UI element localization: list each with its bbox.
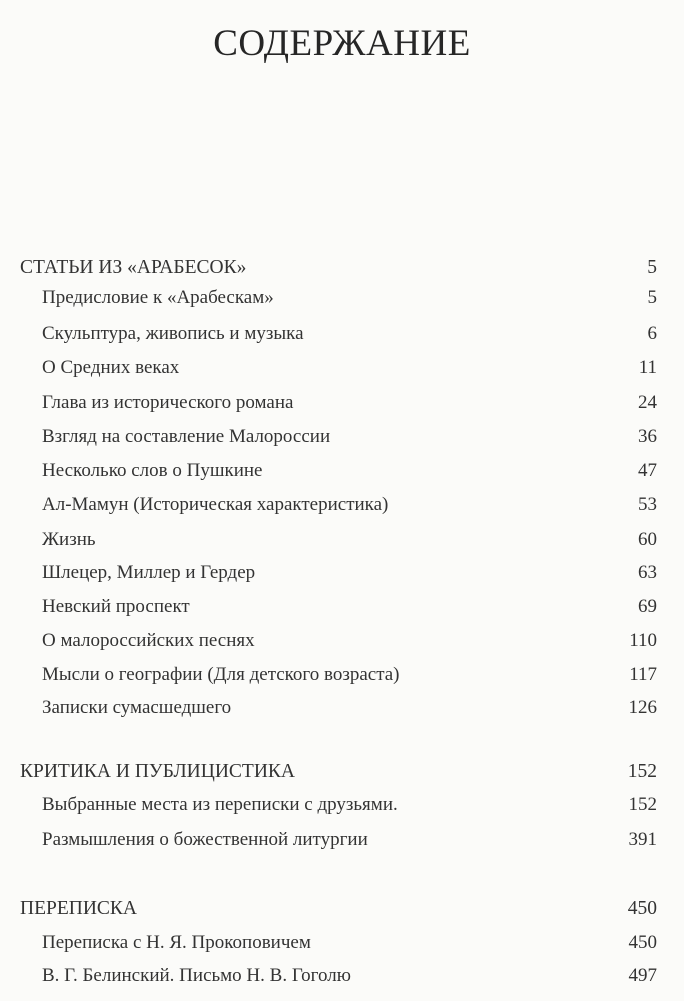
toc-page-number: 497 — [628, 965, 657, 986]
toc-page-number: 36 — [638, 426, 657, 447]
toc-item[interactable] — [42, 928, 657, 958]
toc-item-label: Мысли о географии (Для детского возраста) — [42, 664, 400, 685]
toc-item-label: Шлецер, Миллер и Гердер — [42, 562, 256, 583]
toc-page-number: 152 — [627, 761, 657, 782]
toc-item-label: Глава из исторического романа — [42, 392, 294, 413]
toc-item-label: Записки сумасшедшего — [42, 697, 232, 718]
toc-page-number: 117 — [629, 664, 657, 685]
toc-item-label: Скульптура, живопись и музыка — [42, 323, 304, 344]
toc-item-label: Жизнь — [42, 529, 96, 550]
toc-page-number: 60 — [638, 529, 657, 550]
toc-page-number: 450 — [628, 932, 657, 953]
toc-item[interactable] — [42, 353, 657, 383]
toc-item[interactable] — [42, 790, 657, 820]
toc-page-number: 47 — [638, 460, 657, 481]
toc-item[interactable] — [42, 961, 657, 991]
toc-item[interactable] — [42, 558, 657, 588]
toc-item[interactable] — [42, 319, 657, 349]
page-title: СОДЕРЖАНИЕ — [213, 23, 471, 64]
toc-page-number: 5 — [647, 257, 657, 278]
toc-item[interactable] — [42, 825, 657, 855]
toc-section-label: ПЕРЕПИСКА — [20, 898, 138, 919]
toc-section-correspondence[interactable] — [20, 894, 657, 924]
toc-page-number: 126 — [628, 697, 657, 718]
toc-item-label: Переписка с Н. Я. Прокоповичем — [42, 932, 311, 953]
toc-item[interactable] — [42, 490, 657, 520]
toc-page-number: 69 — [638, 596, 657, 617]
toc-item-label: О Средних веках — [42, 357, 180, 378]
toc-item[interactable] — [42, 592, 657, 622]
toc-item-label: В. Г. Белинский. Письмо Н. В. Гоголю — [42, 965, 351, 986]
toc-item[interactable] — [42, 456, 657, 486]
toc-page-number: 53 — [638, 494, 657, 515]
toc-item[interactable] — [42, 422, 657, 452]
toc-page-number: 5 — [647, 287, 657, 308]
toc-section-criticism[interactable] — [20, 757, 657, 787]
toc-page-number: 24 — [638, 392, 657, 413]
toc-item[interactable] — [42, 283, 657, 313]
toc-item-label: Предисловие к «Арабескам» — [42, 287, 274, 308]
toc-page-number: 110 — [629, 630, 657, 651]
toc-item-label: Ал-Мамун (Историческая характеристика) — [42, 494, 389, 515]
toc-section-label: КРИТИКА И ПУБЛИЦИСТИКА — [20, 761, 296, 782]
toc-page-number: 450 — [627, 898, 657, 919]
toc-page-number: 6 — [647, 323, 657, 344]
toc-item[interactable] — [42, 660, 657, 690]
toc-item-label: Размышления о божественной литургии — [42, 829, 368, 850]
toc-item[interactable] — [42, 388, 657, 418]
toc-section-label: СТАТЬИ ИЗ «АРАБЕСОК» — [20, 257, 247, 278]
toc-item-label: Выбранные места из переписки с друзьями. — [42, 794, 398, 815]
toc-item-label: О малороссийских песнях — [42, 630, 255, 651]
toc-item[interactable] — [42, 626, 657, 656]
toc-item-label: Невский проспект — [42, 596, 190, 617]
toc-item[interactable] — [42, 693, 657, 723]
toc-page-number: 63 — [638, 562, 657, 583]
toc-section-arabesques[interactable] — [20, 253, 657, 283]
toc-page-number: 391 — [628, 829, 657, 850]
toc-page-number: 152 — [628, 794, 657, 815]
toc-page-number: 11 — [638, 357, 657, 378]
toc-item-label: Взгляд на составление Малороссии — [42, 426, 331, 447]
toc-item-label: Несколько слов о Пушкине — [42, 460, 263, 481]
toc-item[interactable] — [42, 525, 657, 555]
